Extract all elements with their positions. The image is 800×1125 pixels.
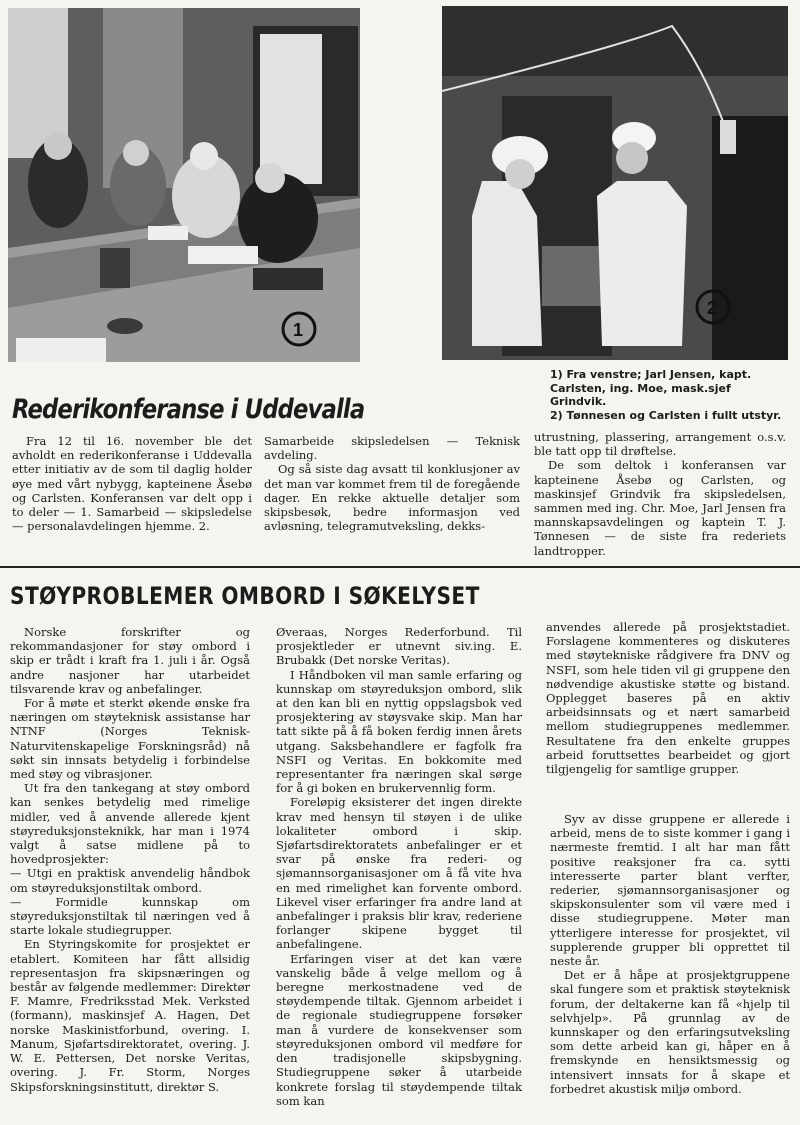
article2-paragraph: Erfaringen viser at det kan være vanskelig både å velge mellom og å beregne merkostnadene ved de støydempende tiltak. Gjennom arbeidet i de regionale studiegruppene forsøker man å vurdere de konsekvenser som støyreduksjonen ombord vil medføre for den tradisjonelle skipsbygning. Studiegruppene søker å utarbeide konkrete forslag til støydempende tiltak som kan <box>276 951 522 1108</box>
article2-col3-top <box>546 620 790 776</box>
article2-paragraph: Norske forskrifter og rekommandasjoner for støy ombord i skip er trådt i kraft fra 1. juli i år. Også andre nasjoner har utarbeidet tilsvarende krav og anbefalinger. <box>10 625 250 696</box>
article2-col2 <box>276 625 522 1108</box>
article2-paragraph: Øveraas, Norges Rederforbund. Til prosjektleder er utnevnt siv.ing. E. Brubakk (Det norske Veritas). <box>276 625 522 668</box>
article1-col1-text: Fra 12 til 16. november ble det avholdt en rederikonferanse i Uddevalla etter initiativ av de som til daglig holder øye med vårt nybygg, kapteinene Åsebø og Carlsten. Konferansen var delt opp i to deler — 1. Samarbeid — skipsledelse — personalavdelingen hjemme. 2. <box>12 434 252 534</box>
article2-col3 <box>550 812 790 1096</box>
photo-hard-hats <box>442 6 788 360</box>
article2-paragraph: En Styringskomite for prosjektet er etablert. Komiteen har fått allsidig representasjon fra skipsnæringen og består av følgende medlemmer: Direktør F. Mamre, Fredriksstad Mek. Verksted (formann), maskinsjef A. Hagen, Det norske Maskinistforbund, overing. I. Manum, Sjøfartsdirektoratet, overing. J. W. E. Pettersen, Det norske Veritas, overing. J. Fr. Storm, Norges Skipsforskningsinstitutt, direktør S. <box>10 937 250 1094</box>
photo-conference <box>8 8 360 362</box>
article1-col2 <box>264 434 520 533</box>
article2-paragraph: — Utgi en praktisk anvendelig håndbok om støyreduksjonstiltak ombord. <box>10 866 250 895</box>
photo-marker-1: 1 <box>293 320 304 340</box>
article2-title: STØYPROBLEMER OMBORD I SØKELYSET <box>10 582 480 610</box>
article1-col1 <box>12 434 252 533</box>
caption-line-1: 1) Fra venstre; Jarl Jensen, kapt. Carlsten, ing. Moe, mask.sjef Grindvik. <box>550 368 752 408</box>
caption-line-2: 2) Tønnesen og Carlsten i fullt utstyr. <box>550 408 782 422</box>
article1-col3-p1: utrustning, plassering, arrangement o.s.v. ble tatt opp til drøftelse. <box>534 430 786 459</box>
article2-paragraph: I Håndboken vil man samle erfaring og kunnskap om støyreduksjon ombord, slik at den kan bli en nyttig oppslagsbok ved prosjektering av støysvake skip. Man har tatt sikte på å få boken ferdig innen årets utgang. Saksbehandlere er fagfolk fra NSFI og Veritas. En bokkomite med representanter fra næringen skal sørge for å gi boken en brukervennlig form. <box>276 667 522 796</box>
article2-paragraph: For å møte et sterkt økende ønske fra næringen om støyteknisk assistanse har NTNF (Norges Teknisk-Naturvitenskapelige Forskningsråd) nå søkt sin innsats betydelig i forbindelse med støy og vibrasjoner. <box>10 696 250 782</box>
article1-col3-p2: De som deltok i konferansen var kapteinene Åsebø og Carlsten, og maskinsjef Grindvik fra skipsledelsen, sammen med ing. Chr. Moe, Jarl Jensen fra mannskapsavdelingen og kaptein T. J. Tønnesen — de siste fra rederiets landtropper. <box>534 458 786 558</box>
article1-col3 <box>534 430 786 558</box>
article2-paragraph: Ut fra den tankegang at støy ombord kan senkes betydelig med rimelige midler, ved å anvende allerede kjent støyreduksjonsteknikk, har man i 1974 valgt å satse midlene på to hovedprosjekter: <box>10 781 250 867</box>
photo-marker-2: 2 <box>707 298 718 318</box>
article2-paragraph: Det er å håpe at prosjektgruppene skal fungere som et praktisk støyteknisk forum, der deltakerne kan få «hjelp til selvhjelp». På grunnlag av de kunnskaper og den erfaringsutveksling som dette arbeid kan gi, håper en å fremskynde en hensiktsmessig og intensivert innsats for å skape et forbedret akustisk miljø ombord. <box>550 968 790 1096</box>
article2-col1 <box>10 625 250 1094</box>
article1-title: Rederikonferanse i Uddevalla <box>12 394 365 425</box>
article2-paragraph: Foreløpig eksisterer det ingen direkte krav med hensyn til støyen i de ulike lokaliteter ombord i skip. Sjøfartsdirektoratets anbefalinger er et svar på ønske fra rederi- og sjømannsorganisasjoner om å få vite hva en med rimelighet kan forvente ombord. Likevel viser erfaringer fra andre land at anbefalinger i praksis blir krav, rederiene forlanger skipene bygget til anbefalingene. <box>276 795 522 952</box>
article1-col2-p2: Og så siste dag avsatt til konklusjoner av det man var kommet frem til de foregående dager. En rekke aktuelle detaljer som skipsbesøk, bedre informasjon ved avløsning, telegramutveksling, dekks- <box>264 462 520 534</box>
section-divider <box>0 566 800 568</box>
article1-col2-p1: Samarbeide skipsledelsen — Teknisk avdeling. <box>264 434 520 463</box>
article2-paragraph: anvendes allerede på prosjektstadiet. Forslagene kommenteres og diskuteres med støytekniske rådgivere fra DNV og NSFI, som hele tiden vil gi gruppene den nødvendige akustiske støtte og bistand. Opplegget baseres på en aktiv arbeidsinnsats og et nært samarbeid mellom studiegruppenes medlemmer. Resultatene fra den enkelte gruppes arbeid foruttsettes bearbeidet og gjort tilgjengelig for samtlige grupper. <box>546 620 790 777</box>
article2-paragraph: — Formidle kunnskap om støyreduksjonstiltak til næringen ved å starte lokale studiegrupper. <box>10 894 250 938</box>
article2-paragraph: Syv av disse gruppene er allerede i arbeid, mens de to siste kommer i gang i nærmeste fremtid. I alt har man fått positive reaksjoner fra ca. sytti interesserte parter blant verfter, rederier, sjømannsorganisasjoner og skipskonsulenter som vil være med i disse studiegruppene. Møter man ytterligere interesse for prosjektet, vil supplerende grupper bli opprettet til neste år. <box>550 812 790 969</box>
photo-caption <box>550 368 790 422</box>
